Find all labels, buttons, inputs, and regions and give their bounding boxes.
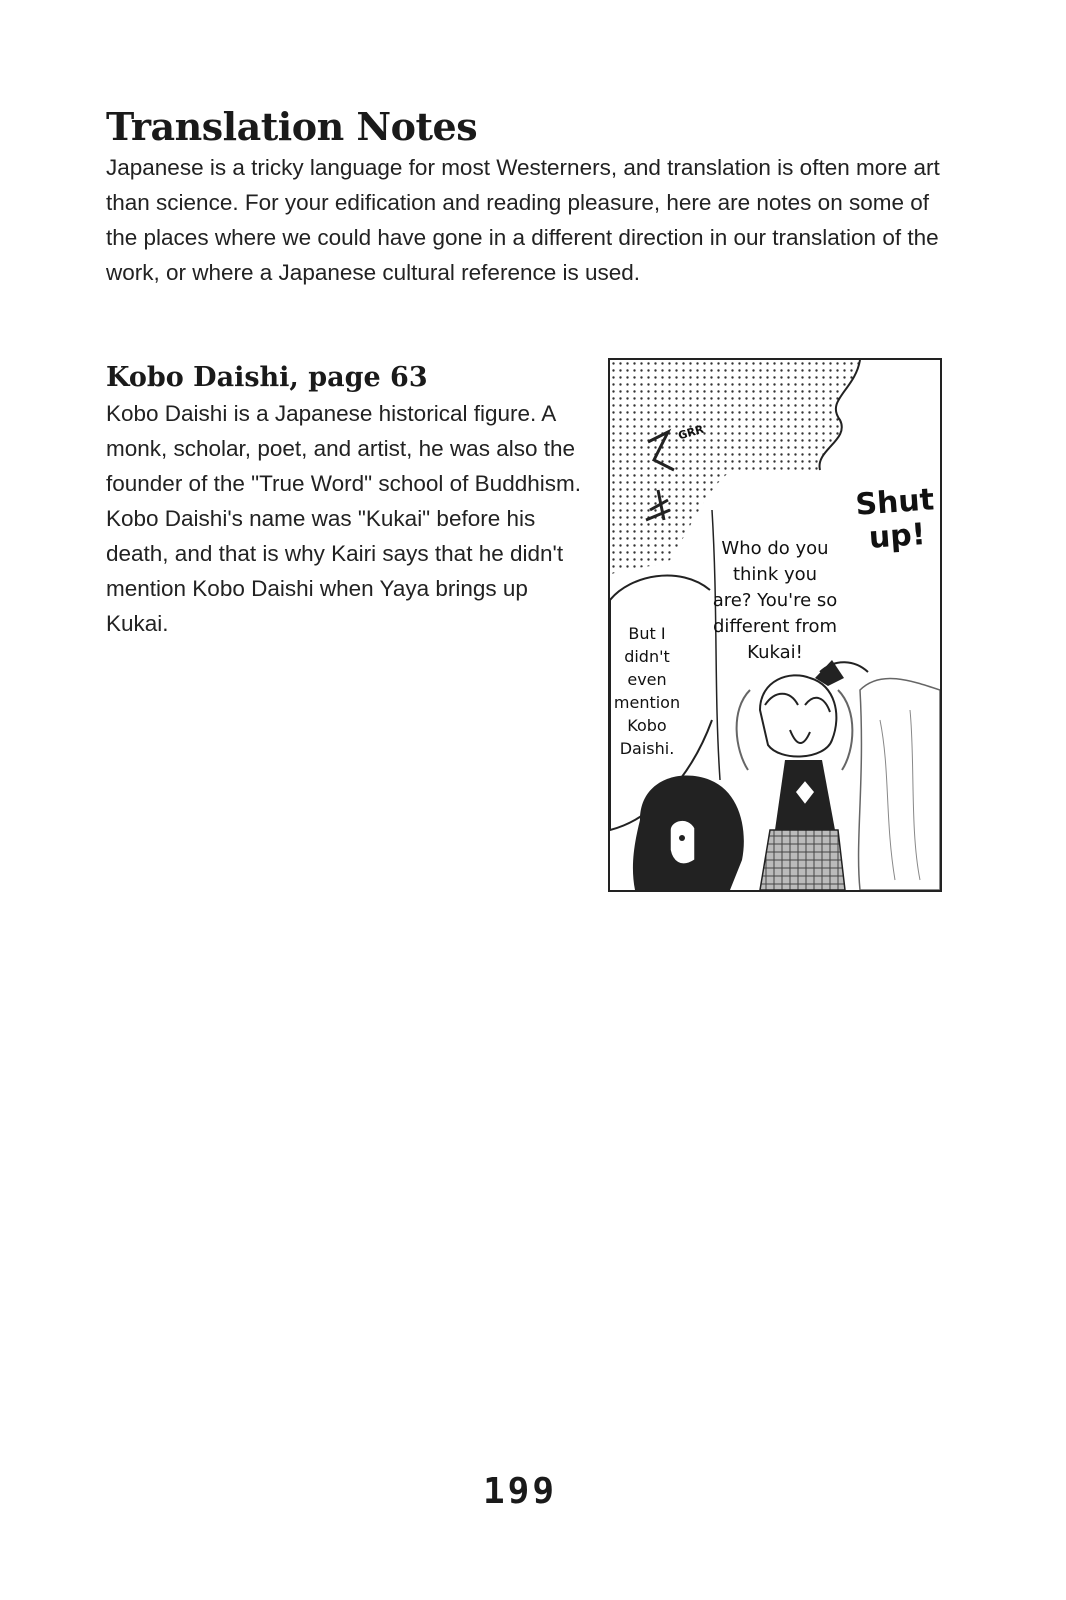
page-number: 199 <box>482 1471 558 1512</box>
intro-paragraph: Japanese is a tricky language for most Westerners, and translation is often more art than science. For your edification and reading pleasure, here are notes on some of the places where we could have gone in a different direction in our translation of the work, or where a Japanese cultural reference is used. <box>106 155 940 285</box>
note-title: Kobo Daishi, page 63 <box>106 362 428 393</box>
side-speech-bubble-text: But I didn't even mention Kobo Daishi. <box>613 624 681 758</box>
page-title: Translation Notes <box>106 104 478 149</box>
sfx-grr-label: GRR <box>676 422 706 443</box>
note-body: Kobo Daishi is a Japanese historical figure. A monk, scholar, poet, and artist, he was also the founder of the "True Word" school of Buddhism. Kobo Daishi's name was "Kukai" before his death, and that is why Kairi says that he didn't mention Kobo Daishi when Yaya brings up Kukai. <box>106 401 581 636</box>
shout-bubble-text: Shut up! <box>854 482 936 556</box>
main-speech-bubble-text: Who do you think you are? You're so different from Kukai! <box>712 538 838 663</box>
manga-panel-image <box>608 358 942 892</box>
